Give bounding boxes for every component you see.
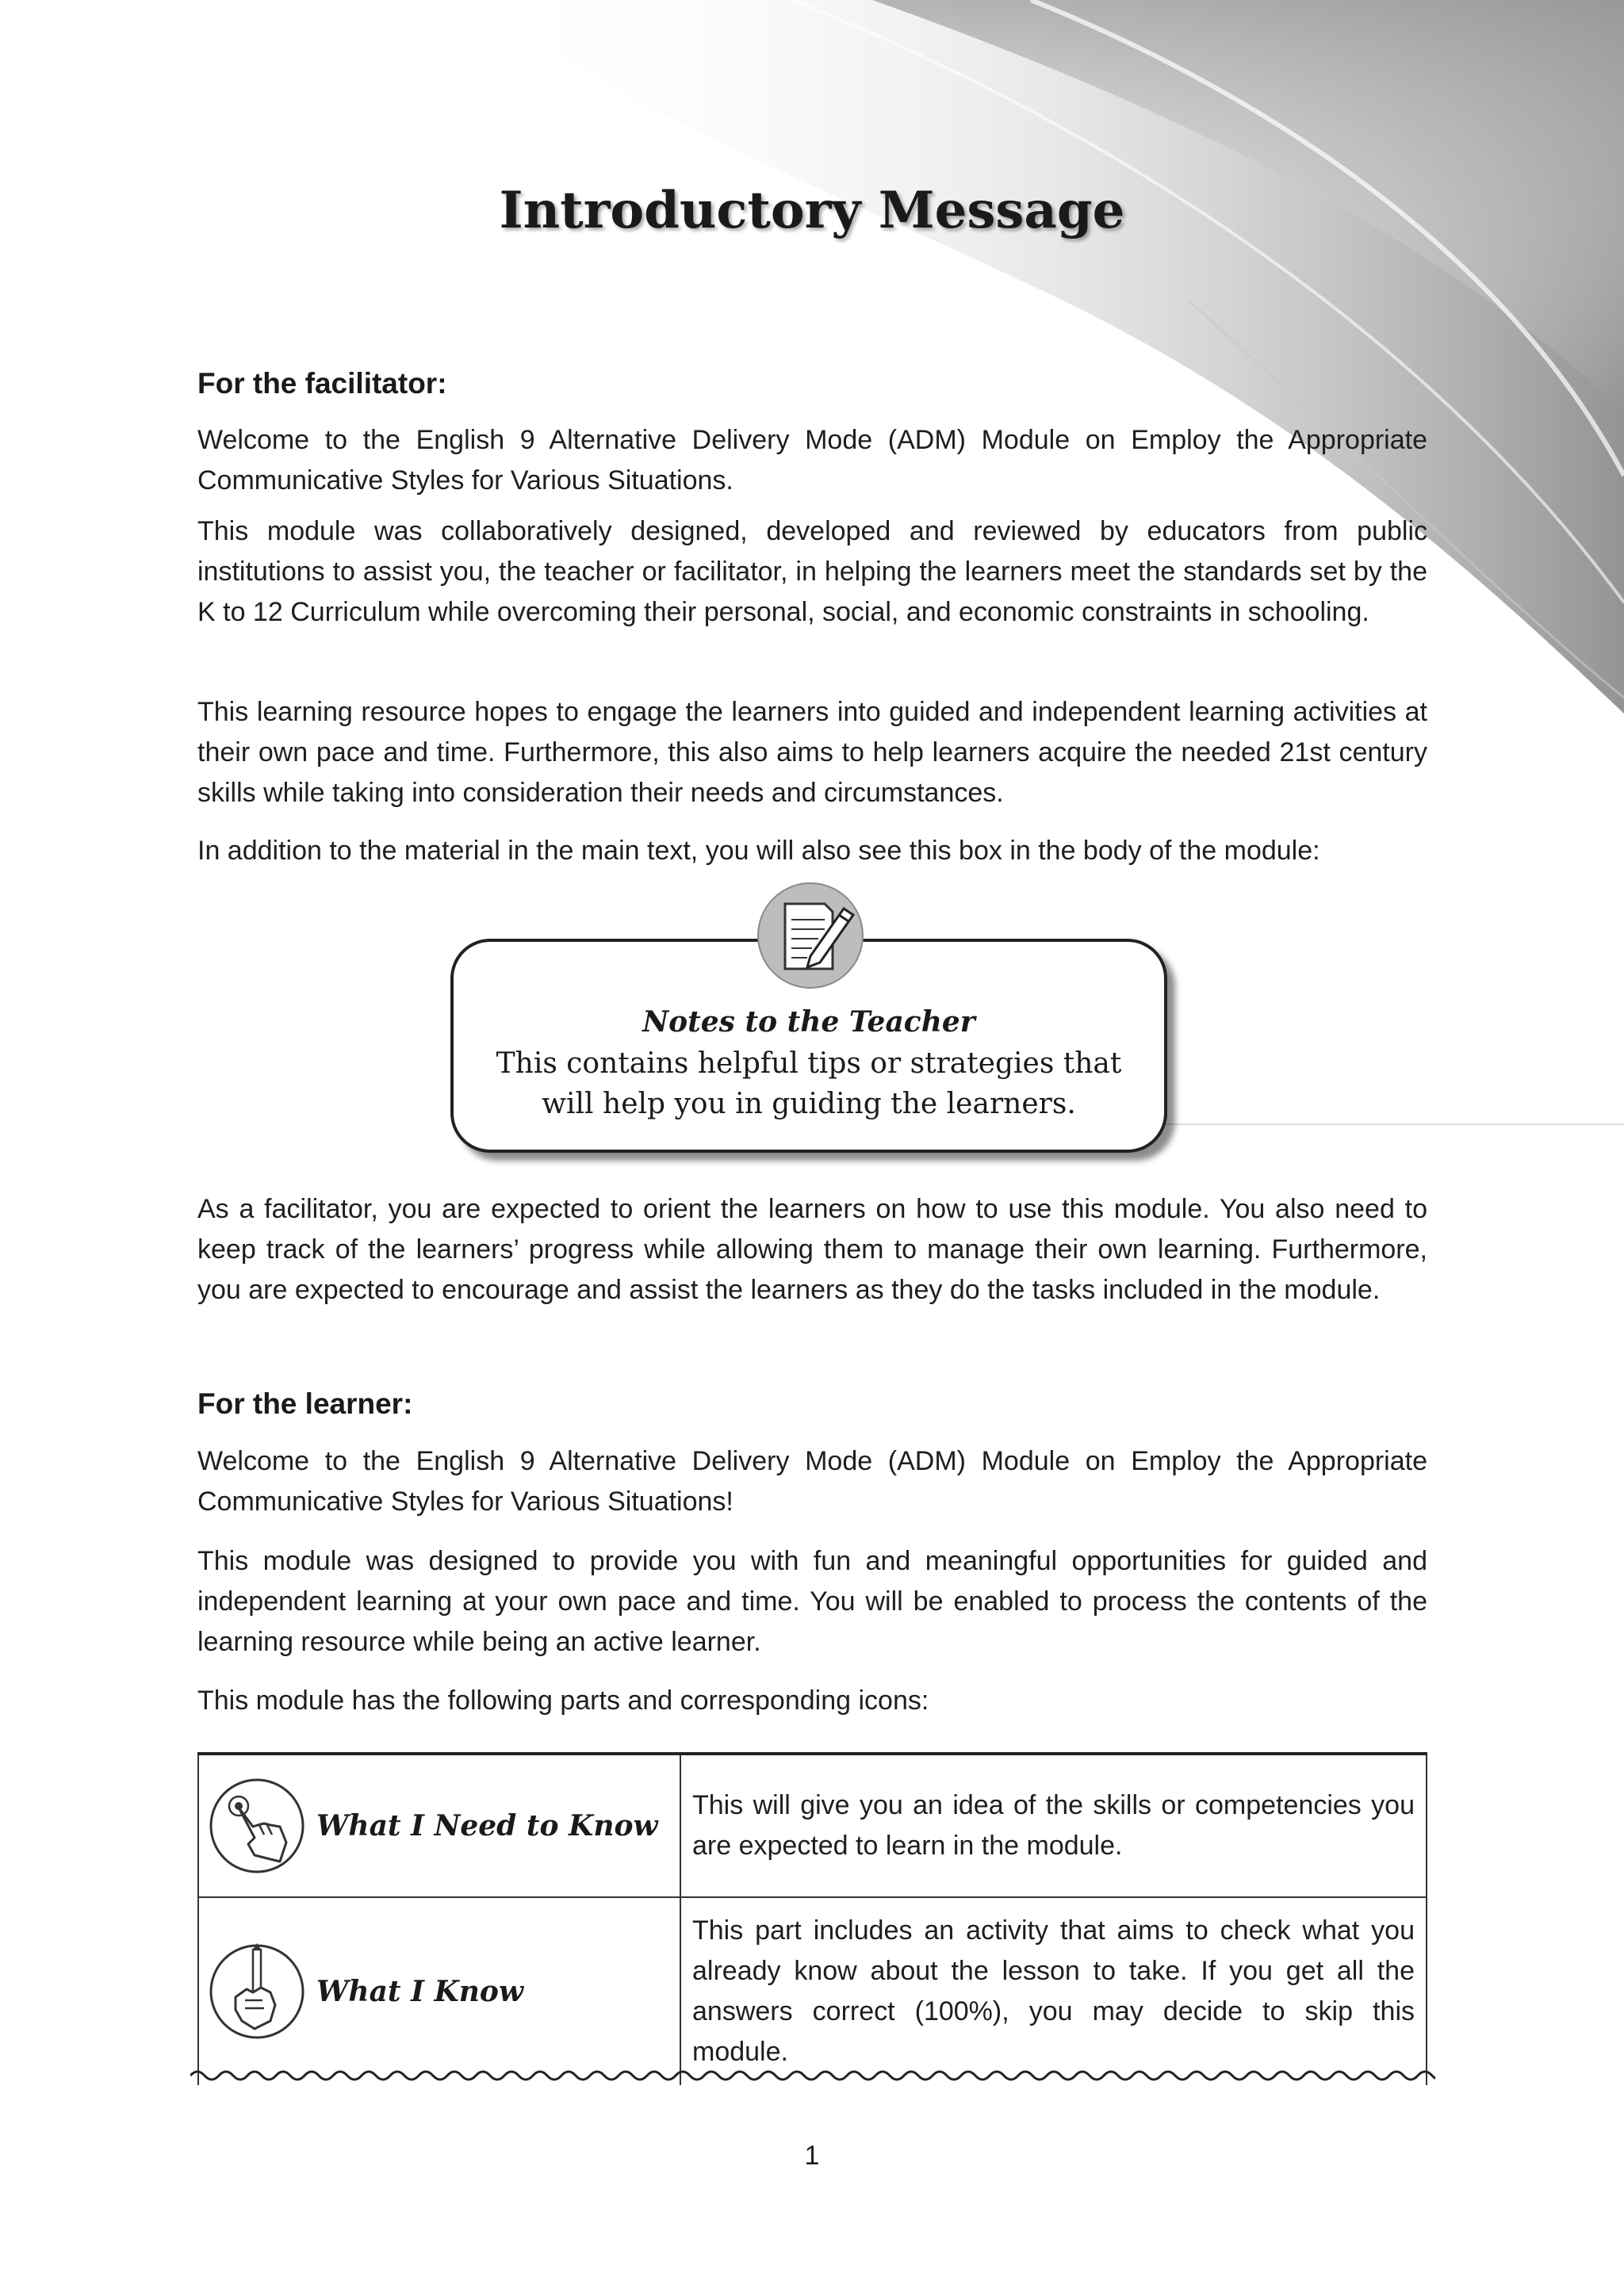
part-name: What I Need to Know [316,1809,658,1843]
facilitator-paragraph-3: This learning resource hopes to engage the learners into guided and independent learning activities at their own pace and time. Furthermore, this also aims to help learners acquire the needed 21st century skills while taking into consideration their needs and circumstances. [197,697,1427,808]
notepad-pencil-icon [755,880,866,991]
part-description: This will give you an idea of the skills or competencies you are expected to learn in the module. [680,1754,1427,1897]
facilitator-heading: For the facilitator: [197,367,447,400]
part-name-cell [198,1754,680,1897]
page-number: 1 [804,2141,820,2171]
notes-to-teacher-box [447,880,1177,1165]
facilitator-paragraph-2: This module was collaboratively designed, developed and reviewed by educators from public institutions to assist you, the teacher or facilitator, in helping the learners meet the standards set by the K to 12 Curriculum while overcoming their personal, social, and economic constraints in schooling. [197,516,1427,627]
table-row [198,1897,1427,2085]
module-parts-table [197,1752,1427,2085]
hand-holding-pencil-icon [207,1942,307,2042]
notes-box-title: Notes to the Teacher [642,1005,975,1039]
learner-paragraph-1: Welcome to the English 9 Alternative Delivery Mode (ADM) Module on Employ the Appropriate Communicative Styles for Various Situations! [197,1446,1427,1517]
facilitator-paragraph-1: Welcome to the English 9 Alternative Delivery Mode (ADM) Module on Employ the Appropriate Communicative Styles for Various Situations. [197,425,1427,496]
torn-edge-divider [190,2066,1435,2085]
table-row [198,1754,1427,1897]
facilitator-paragraph-5: As a facilitator, you are expected to orient the learners on how to use this module. You also need to keep track of the learners’ progress while allowing them to manage their own learning. Furthermore, you are expected to encourage and assist the learners as they do the tasks included in the module. [197,1194,1427,1305]
part-description: This part includes an activity that aims to check what you already know about the lesson to take. If you get all the answers correct (100%), you may decide to skip this module. [680,1897,1427,2085]
pointing-hand-icon [207,1776,307,1876]
part-name: What I Know [316,1975,523,2008]
facilitator-paragraph-4: In addition to the material in the main text, you will also see this box in the body of the module: [197,836,1320,866]
learner-paragraph-2: This module was designed to provide you with fun and meaningful opportunities for guided and independent learning at your own pace and time. You will be enabled to process the contents of the learning resource while being an active learner. [197,1546,1427,1657]
notes-box-text: This contains helpful tips or strategies that will help you in guiding the learners. [496,1047,1122,1120]
part-name-cell [198,1897,680,2085]
learner-paragraph-3: This module has the following parts and corresponding icons: [197,1686,929,1716]
page-title: Introductory Message [499,181,1125,240]
learner-heading: For the learner: [197,1387,413,1420]
